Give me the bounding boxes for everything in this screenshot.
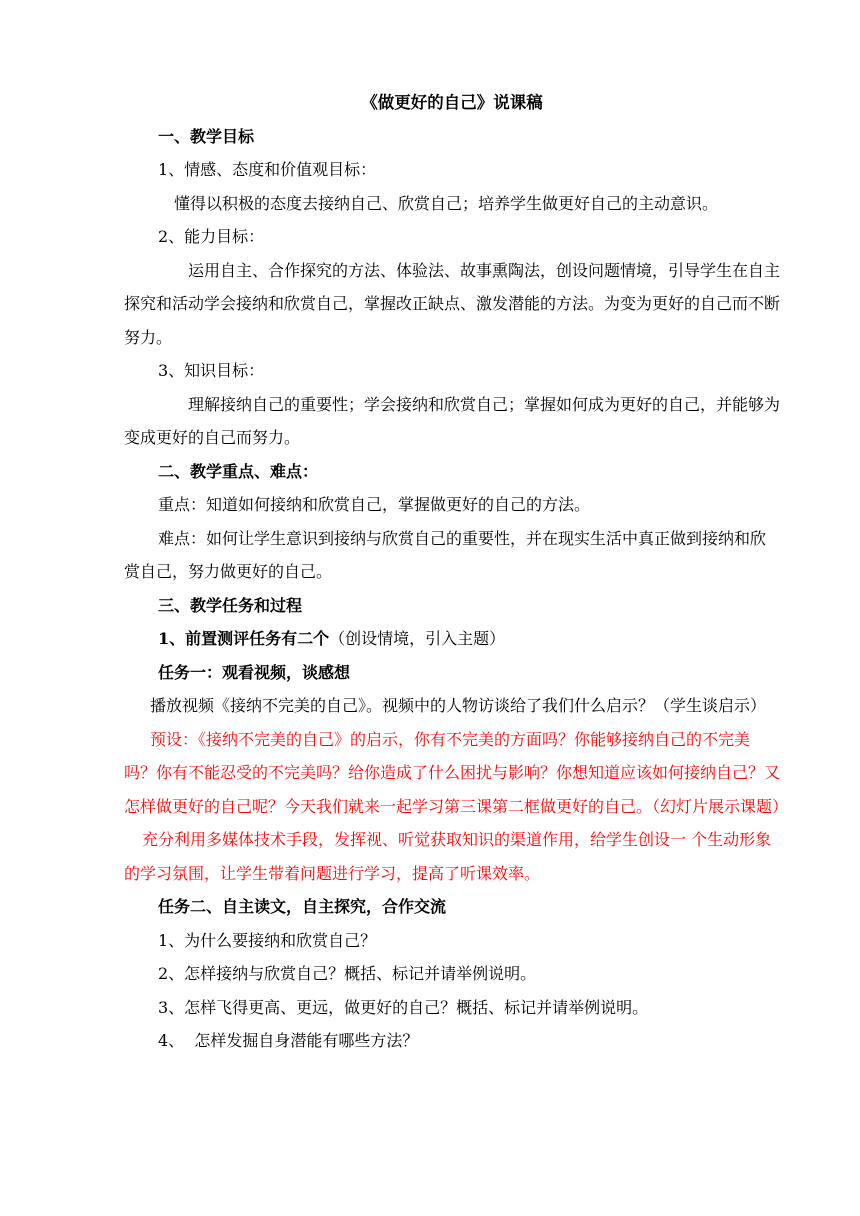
section-heading-keypoints: 二、教学重点、难点： (158, 461, 319, 481)
goal-emotion-label: 1、情感、态度和价值观目标： (158, 160, 377, 179)
preset-paragraph: 预设：《接纳不完美的自己》的启示，你有不完美的方面吗？你能够接纳自己的不完美吗？你有不能忍受的不完美吗？给你造成了什么困扰与影响？你想知道应该如何接纳自己？又怎样做更好的自己呢？今天我们就来一起学习第三课第二框做更好的自己。（幻灯片展示课题） (124, 729, 789, 816)
goal-knowledge-label: 3、知识目标： (158, 361, 265, 380)
question-item: 1、为什么要接纳和欣赏自己？ (158, 930, 377, 950)
multimedia-paragraph: 充分利用多媒体技术手段，发挥视、听觉获取知识的渠道作用，给学生创设一 个生动形象的学习氛围，让学生带着问题进行学习，提高了听课效率。 (124, 830, 772, 883)
section-heading-process: 三、教学任务和过程 (158, 595, 303, 615)
task-two-heading: 任务二、自主读文，自主探究，合作交流 (158, 897, 447, 916)
section-heading-objectives: 一、教学目标 (158, 126, 255, 146)
key-point-text: 重点：知道如何接纳和欣赏自己，掌握做更好的自己的方法。 (158, 495, 591, 514)
document-title: 《做更好的自己》说课稿 (361, 93, 543, 112)
goal-knowledge-text: 理解接纳自己的重要性；学会接纳和欣赏自己；掌握如何成为更好的自己，并能够为变成更好的自己而努力。 (124, 394, 781, 447)
goal-ability-label: 2、能力目标： (158, 227, 265, 246)
task-one-heading: 任务一：观看视频，谈感想 (158, 662, 351, 682)
question-item: 2、怎样接纳与欣赏自己？概括、标记并请举例说明。 (158, 964, 537, 983)
pre-assessment-note: （创设情境，引入主题） (329, 629, 506, 648)
question-item: 3、怎样飞得更高、更远，做更好的自己？概括、标记并请举例说明。 (158, 997, 649, 1017)
pre-assessment-bold: 1、前置测评任务有二个 (158, 629, 330, 648)
pre-assessment-line (124, 622, 780, 656)
goal-ability-text: 运用自主、合作探究的方法、体验法、故事熏陶法，创设问题情境，引导学生在自主探究和活动学会接纳和欣赏自己，掌握改正缺点、激发潜能的方法。为变为更好的自己而不断努力。 (124, 260, 781, 347)
goal-emotion-text: 懂得以积极的态度去接纳自己、欣赏自己；培养学生做更好自己的主动意识。 (174, 193, 719, 213)
task-one-text: 播放视频《接纳不完美的自己》。视频中的人物访谈给了我们什么启示？（学生谈启示） (150, 696, 767, 715)
question-item: 4、 怎样发掘自身潜能有哪些方法？ (158, 1031, 419, 1050)
difficult-point-text: 难点：如何让学生意识到接纳与欣赏自己的重要性，并在现实生活中真正做到接纳和欣赏自己，努力做更好的自己。 (124, 528, 767, 581)
document-body (124, 86, 789, 1058)
